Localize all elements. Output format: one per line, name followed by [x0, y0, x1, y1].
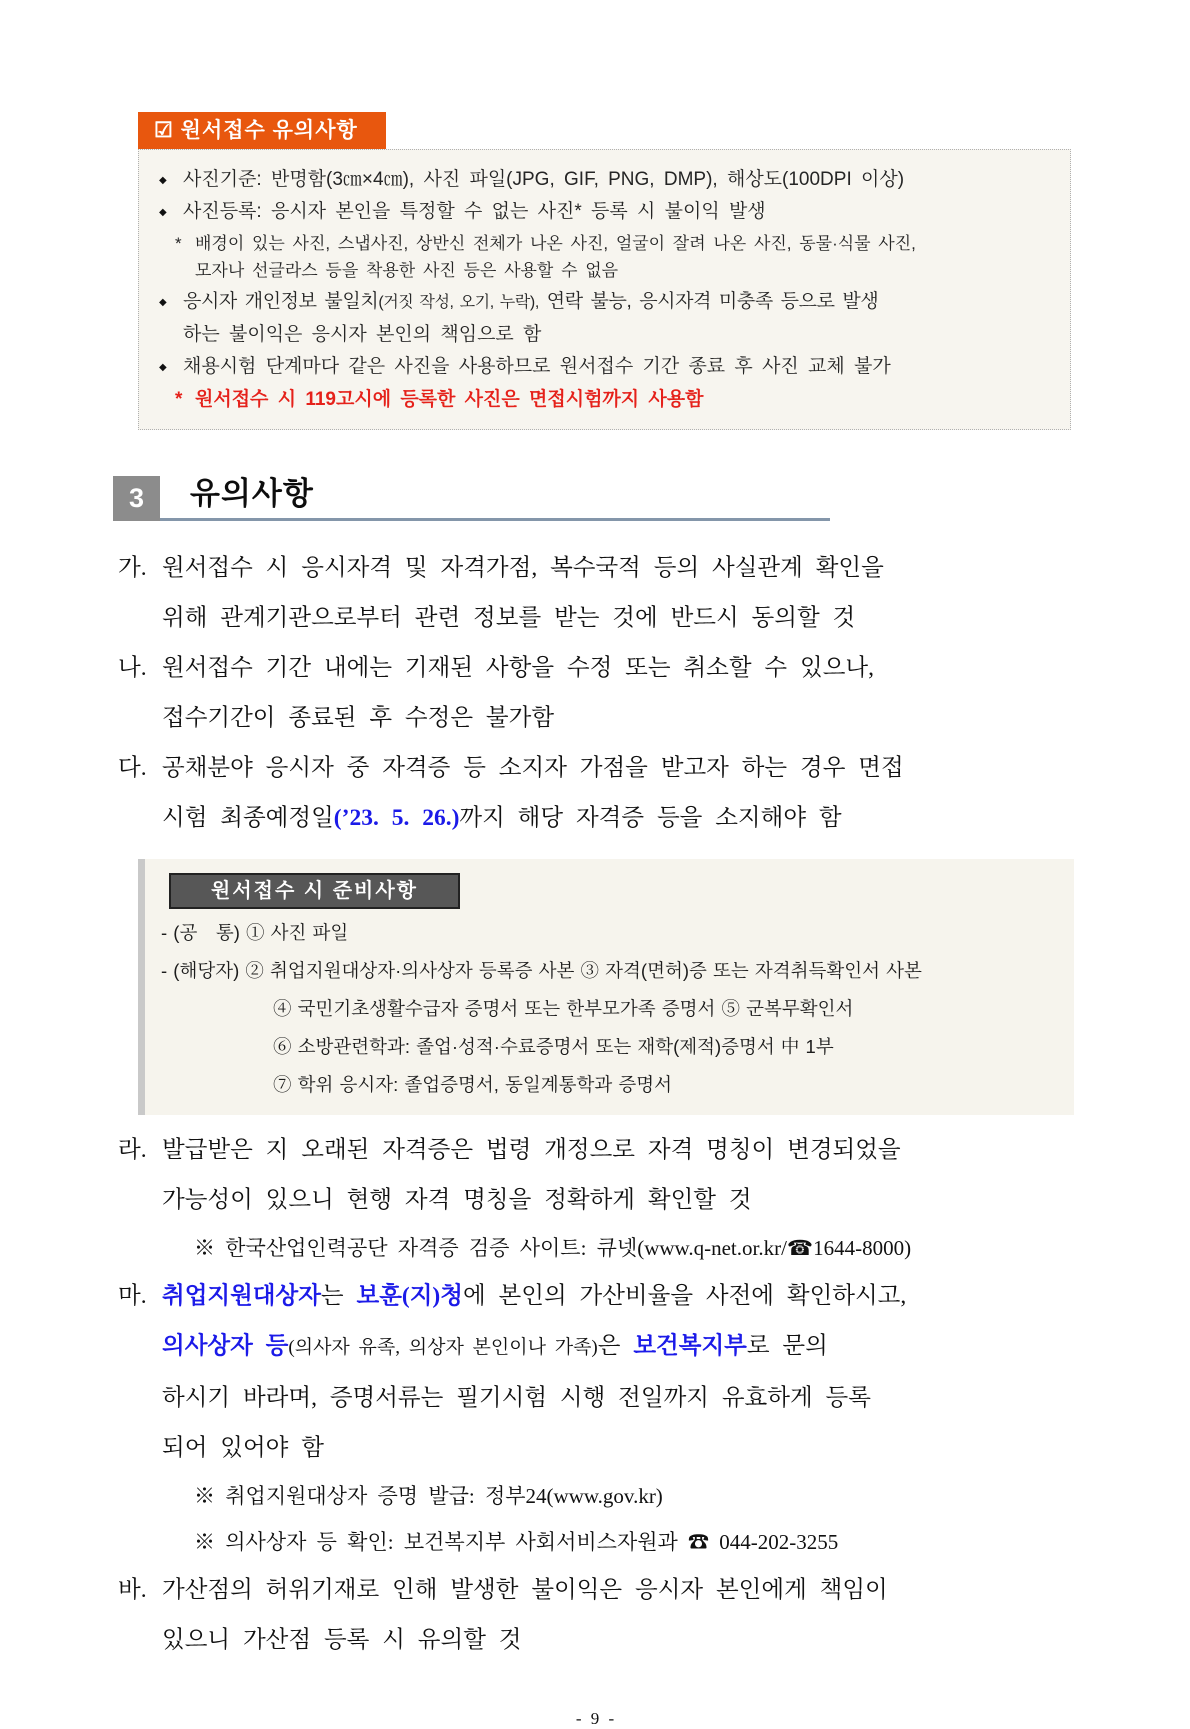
- reference-note-mohw-phone: ※ 의사상자 등 확인: 보건복지부 사회서비스자원과 ☎ 044-202-3255: [194, 1530, 839, 1554]
- item-text-small: (의사자 유족, 의상자 본인이나 가족): [288, 1337, 598, 1358]
- prepare-line: ④ 국민기초생활수급자 증명서 또는 한부모가족 증명서 ⑤ 군복무확인서: [273, 998, 854, 1019]
- notice-box-body: [138, 149, 1071, 430]
- prepare-line: ⑥ 소방관련학과: 졸업·성적·수료증명서 또는 재학(제적)증명서 中 1부: [273, 1036, 834, 1057]
- employment-support-highlight: 취업지원대상자: [162, 1283, 321, 1309]
- item-line: 원서접수 기간 내에는 기재된 사항을 수정 또는 취소할 수 있으나,: [162, 655, 874, 681]
- health-ministry-highlight: 보건복지부: [633, 1333, 747, 1359]
- item-label: 마.: [118, 1283, 147, 1309]
- prepare-line-common: - (공 통) ① 사진 파일: [161, 922, 349, 943]
- section-number-badge: 3: [113, 476, 160, 521]
- item-text: 시험 최종예정일: [162, 805, 334, 831]
- list-item-na: [118, 643, 1072, 743]
- item-text: 에 본인의 가산비율을 사전에 확인하시고,: [462, 1283, 907, 1309]
- notice-text: 사진등록: 응시자 본인을 특정할 수 없는 사진* 등록 시 불이익 발생: [183, 201, 766, 222]
- list-item-ma: [118, 1271, 1072, 1565]
- section-heading: [113, 468, 1072, 521]
- list-item-ra: [118, 1125, 1072, 1271]
- notice-box-title: ☑ 원서접수 유의사항: [138, 112, 386, 149]
- notice-footnote-photo-types: [151, 230, 1058, 284]
- reference-note-gov24: ※ 취업지원대상자 증명 발급: 정부24(www.gov.kr): [194, 1484, 663, 1508]
- prepare-line: ⑦ 학위 응시자: 졸업증명서, 동일계통학과 증명서: [273, 1074, 673, 1095]
- page-number: - 9 -: [575, 1709, 615, 1728]
- list-item-ga: [118, 543, 1072, 643]
- item-line: [162, 1321, 1072, 1373]
- item-line: [162, 1271, 1072, 1321]
- item-label: 바.: [118, 1577, 147, 1603]
- footnote-line: 배경이 있는 사진, 스냅사진, 상반신 전체가 나온 사진, 얼굴이 잘려 나온 사진, 동물·식물 사진,: [195, 234, 916, 253]
- notice-text: 연락 불능, 응시자격 미충족 등으로 발생: [538, 291, 879, 312]
- asterisk-marker: *: [175, 389, 183, 410]
- deadline-date-highlight: (’23. 5. 26.): [333, 805, 460, 831]
- notice-text: 응시자 개인정보 불일치: [183, 291, 379, 312]
- item-line: 있으니 가산점 등록 시 유의할 것: [162, 1627, 522, 1653]
- item-label: 라.: [118, 1137, 147, 1163]
- prepare-box: [138, 859, 1074, 1115]
- section-title-underline: [160, 468, 830, 521]
- list-item-ba: [118, 1565, 1072, 1665]
- footnote-line: 모자나 선글라스 등을 착용한 사진 등은 사용할 수 없음: [195, 261, 619, 280]
- item-line: 발급받은 지 오래된 자격증은 법령 개정으로 자격 명칭이 변경되었을: [162, 1137, 901, 1163]
- notice-bullet-photo-standard: [151, 164, 1058, 196]
- veterans-office-highlight: 보훈(지)청: [356, 1283, 463, 1309]
- item-text: 은: [597, 1333, 634, 1359]
- list-item-da: [118, 743, 1072, 843]
- item-label: 나.: [118, 655, 147, 681]
- item-line: 하시기 바라며, 증명서류는 필기시험 시행 전일까지 유효하게 등록: [162, 1385, 871, 1411]
- item-line: 가산점의 허위기재로 인해 발생한 불이익은 응시자 본인에게 책임이: [162, 1577, 888, 1603]
- item-label: 가.: [118, 555, 147, 581]
- notice-bullet-photo-register: [151, 196, 1058, 228]
- prepare-line-applicable: - (해당자) ② 취업지원대상자·의사상자 등록증 사본 ③ 자격(면허)증 또는 자격취득확인서 사본: [161, 960, 922, 981]
- notice-text: 사진기준: 반명함(3㎝×4㎝), 사진 파일(JPG, GIF, PNG, DMP), 해상도(100DPI 이상): [183, 169, 905, 190]
- diamond-bullet-icon: ◆: [159, 207, 167, 218]
- notice-bullet-personal-info: [151, 286, 1058, 319]
- item-line: 공채분야 응시자 중 자격증 등 소지자 가점을 받고자 하는 경우 면접: [162, 755, 904, 781]
- diamond-bullet-icon: ◆: [159, 297, 167, 308]
- notice-text: 채용시험 단계마다 같은 사진을 사용하므로 원서접수 기간 종료 후 사진 교체 불가: [183, 356, 891, 377]
- item-text: 는: [320, 1283, 357, 1309]
- asterisk-marker: *: [175, 234, 182, 253]
- item-line: 접수기간이 종료된 후 수정은 불가함: [162, 705, 555, 731]
- item-line: 가능성이 있으니 현행 자격 명칭을 정확하게 확인할 것: [162, 1187, 752, 1213]
- item-line: 되어 있어야 함: [162, 1435, 324, 1461]
- notice-text-continuation: 하는 불이익은 응시자 본인의 책임으로 함: [183, 324, 542, 345]
- red-warning-text: 원서접수 시 119고시에 등록한 사진은 면접시험까지 사용함: [195, 389, 704, 410]
- application-notice-box: [138, 112, 1071, 430]
- diamond-bullet-icon: ◆: [159, 175, 167, 186]
- item-text: 까지 해당 자격증 등을 소지해야 함: [459, 805, 842, 831]
- notice-red-warning: [151, 383, 1058, 417]
- diamond-bullet-icon: ◆: [159, 362, 167, 373]
- item-line: 위해 관계기관으로부터 관련 정보를 받는 것에 반드시 동의할 것: [162, 605, 856, 631]
- item-line: [162, 793, 1072, 843]
- item-label: 다.: [118, 755, 147, 781]
- righteous-person-highlight: 의사상자 등: [162, 1333, 289, 1359]
- reference-note-qnet: ※ 한국산업인력공단 자격증 검증 사이트: 큐넷(www.q-net.or.kr/☎1644-8000): [194, 1236, 912, 1260]
- item-text: 로 문의: [746, 1333, 828, 1359]
- section-title: 유의사항: [190, 476, 314, 511]
- notice-bullet-photo-change: [151, 351, 1058, 383]
- prepare-box-title: 원서접수 시 준비사항: [169, 873, 460, 909]
- notice-text-small: (거짓 작성, 오기, 누락),: [378, 294, 539, 311]
- section-body: [118, 543, 1072, 1665]
- item-line: 원서접수 시 응시자격 및 자격가점, 복수국적 등의 사실관계 확인을: [162, 555, 884, 581]
